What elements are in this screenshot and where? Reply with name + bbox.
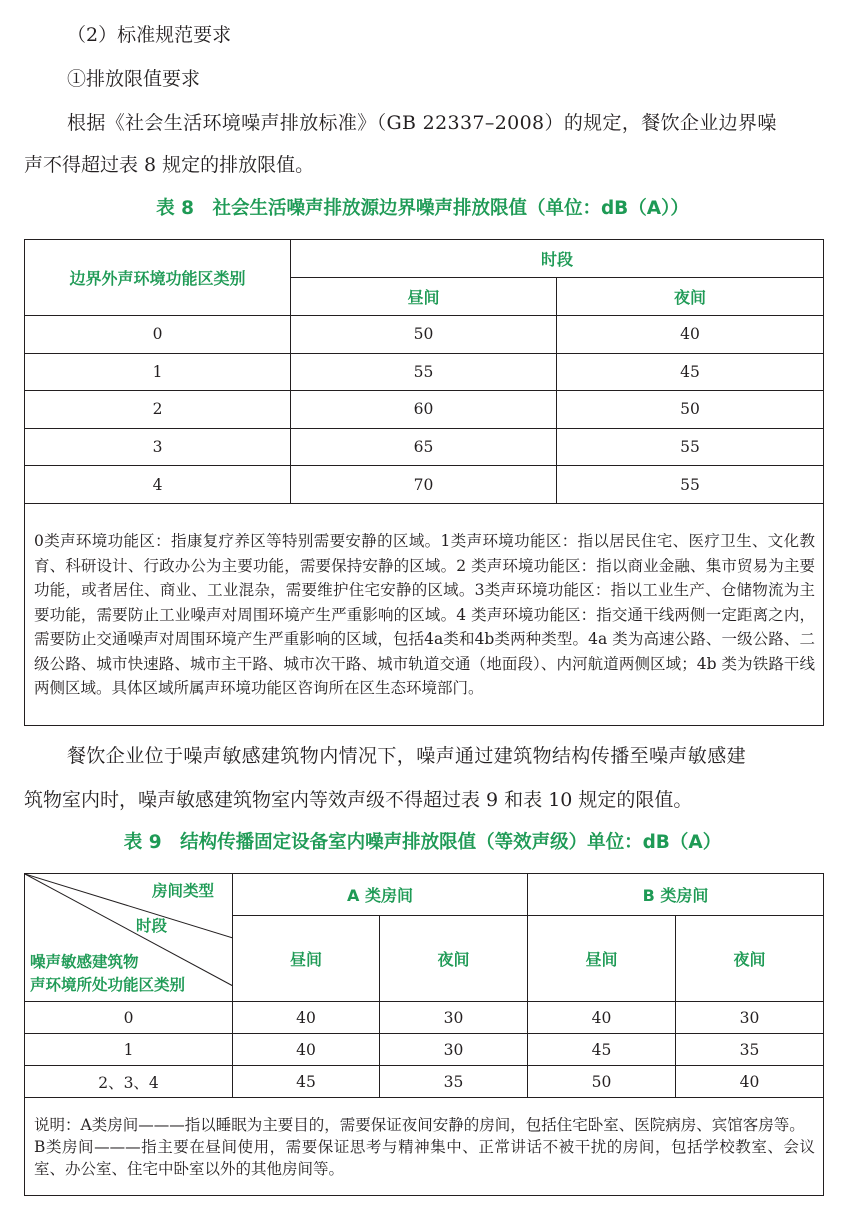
table-8-night-cell: 45 (557, 353, 824, 391)
table-9-a-night-cell: 35 (380, 1066, 528, 1098)
table-8-area-cell: 3 (25, 428, 291, 466)
table-row (25, 316, 824, 354)
table-9-note (25, 1098, 824, 1196)
diag-label-period: 时段 (136, 917, 168, 935)
table-8-day-cell: 50 (291, 316, 557, 354)
table-9-b-day-cell: 50 (528, 1066, 676, 1098)
diag-label-room-type: 房间类型 (151, 882, 214, 900)
table-9-note-line-1: 说明：A类房间———指以睡眠为主要目的，需要保证夜间安静的房间，包括住宅卧室、医院病房、宾馆客房等。 (34, 1115, 805, 1134)
table-8-header-night: 夜间 (557, 278, 824, 316)
table-row (25, 428, 824, 466)
table-9-b-day-cell: 45 (528, 1034, 676, 1066)
table-8-area-cell: 0 (25, 316, 291, 354)
table-8-night-cell: 40 (557, 316, 824, 354)
table-8-header-area: 边界外声环境功能区类别 (25, 240, 291, 316)
diag-label-area-line-1: 噪声敏感建筑物 (30, 953, 139, 971)
table-9-area-cell: 1 (25, 1034, 233, 1066)
table-9 (24, 873, 824, 1196)
table-8-day-cell: 60 (291, 391, 557, 429)
table-9-header-b-room: B 类房间 (528, 874, 824, 916)
table-row (25, 353, 824, 391)
table-9-a-day-cell: 45 (233, 1066, 380, 1098)
table-9-b-night-cell: 40 (676, 1066, 824, 1098)
table-9-b-night-cell: 30 (676, 1002, 824, 1034)
table-9-header-a-room: A 类房间 (233, 874, 528, 916)
table-8-note: 0类声环境功能区：指康复疗养区等特别需要安静的区域。1类声环境功能区：指以居民住宅、医疗卫生、文化教育、科研设计、行政办公为主要功能，需要保持安静的区域。2 类声环境功能区：指以商业金融、集市贸易为主要功能，或者居住、商业、工业混杂，需要维护住宅安静的区域。3类声环境功能区：指以工业生产、仓储物流为主要功能，需要防止工业噪声对周围环境产生严重影响的区域。4 类声环境功能区：指交通干线两侧一定距离之内，需要防止交通噪声对周围环境产生严重影响的区域，包括4a类和4b类两种类型。4a 类为高速公路、一级公路、二级公路、城市快速路、城市主干路、城市次干路、城市轨道交通（地面段）、内河航道两侧区域；4b 类为铁路干线两侧区域。具体区域所属声环境功能区咨询所在区生态环境部门。 (25, 503, 824, 725)
table-9-header-b-night: 夜间 (676, 916, 824, 1002)
table-9-area-cell: 0 (25, 1002, 233, 1034)
section-heading: （2）标准规范要求 (67, 24, 232, 46)
table-8-night-cell: 55 (557, 466, 824, 504)
table-8-header-day: 昼间 (291, 278, 557, 316)
table-8-night-cell: 55 (557, 428, 824, 466)
table-9-diagonal-header (25, 874, 233, 1002)
table-row (25, 391, 824, 429)
table-8-area-cell: 1 (25, 353, 291, 391)
table-8-header-period: 时段 (291, 240, 824, 278)
table-9-header-a-day: 昼间 (233, 916, 380, 1002)
table-8-caption: 表 8 社会生活噪声排放源边界噪声排放限值（单位：dB（A）） (156, 198, 689, 219)
table-8-day-cell: 70 (291, 466, 557, 504)
table-8 (24, 239, 824, 726)
table-9-a-night-cell: 30 (380, 1034, 528, 1066)
table-row (25, 1066, 824, 1098)
subsection-heading: ①排放限值要求 (67, 68, 201, 90)
table-9-note-line-2: B类房间———指主要在昼间使用，需要保证思考与精神集中、正常讲话不被干扰的房间，包括学校教室、会议室、办公室、住宅中卧室以外的其他房间等。 (34, 1137, 815, 1178)
table-9-a-day-cell: 40 (233, 1002, 380, 1034)
paragraph-2-line-1: 餐饮企业位于噪声敏感建筑物内情况下，噪声通过建筑物结构传播至噪声敏感建 (67, 745, 747, 767)
paragraph-1-line-2: 声不得超过表 8 规定的排放限值。 (24, 154, 315, 176)
table-8-night-cell: 50 (557, 391, 824, 429)
table-9-b-night-cell: 35 (676, 1034, 824, 1066)
table-row (25, 466, 824, 504)
table-8-area-cell: 4 (25, 466, 291, 504)
table-9-caption: 表 9 结构传播固定设备室内噪声排放限值（等效声级）单位：dB（A） (123, 832, 722, 853)
table-9-header-a-night: 夜间 (380, 916, 528, 1002)
table-8-day-cell: 55 (291, 353, 557, 391)
table-8-area-cell: 2 (25, 391, 291, 429)
paragraph-1-line-1: 根据《社会生活环境噪声排放标准》（GB 22337–2008）的规定，餐饮企业边界噪 (67, 112, 777, 134)
table-9-a-day-cell: 40 (233, 1034, 380, 1066)
table-row (25, 1002, 824, 1034)
table-9-b-day-cell: 40 (528, 1002, 676, 1034)
table-9-a-night-cell: 30 (380, 1002, 528, 1034)
paragraph-2-line-2: 筑物室内时，噪声敏感建筑物室内等效声级不得超过表 9 和表 10 规定的限值。 (24, 789, 693, 811)
table-row (25, 1034, 824, 1066)
table-9-area-cell: 2、3、4 (25, 1066, 233, 1098)
table-8-day-cell: 65 (291, 428, 557, 466)
diag-label-area-line-2: 声环境所处功能区类别 (30, 976, 186, 994)
table-9-header-b-day: 昼间 (528, 916, 676, 1002)
